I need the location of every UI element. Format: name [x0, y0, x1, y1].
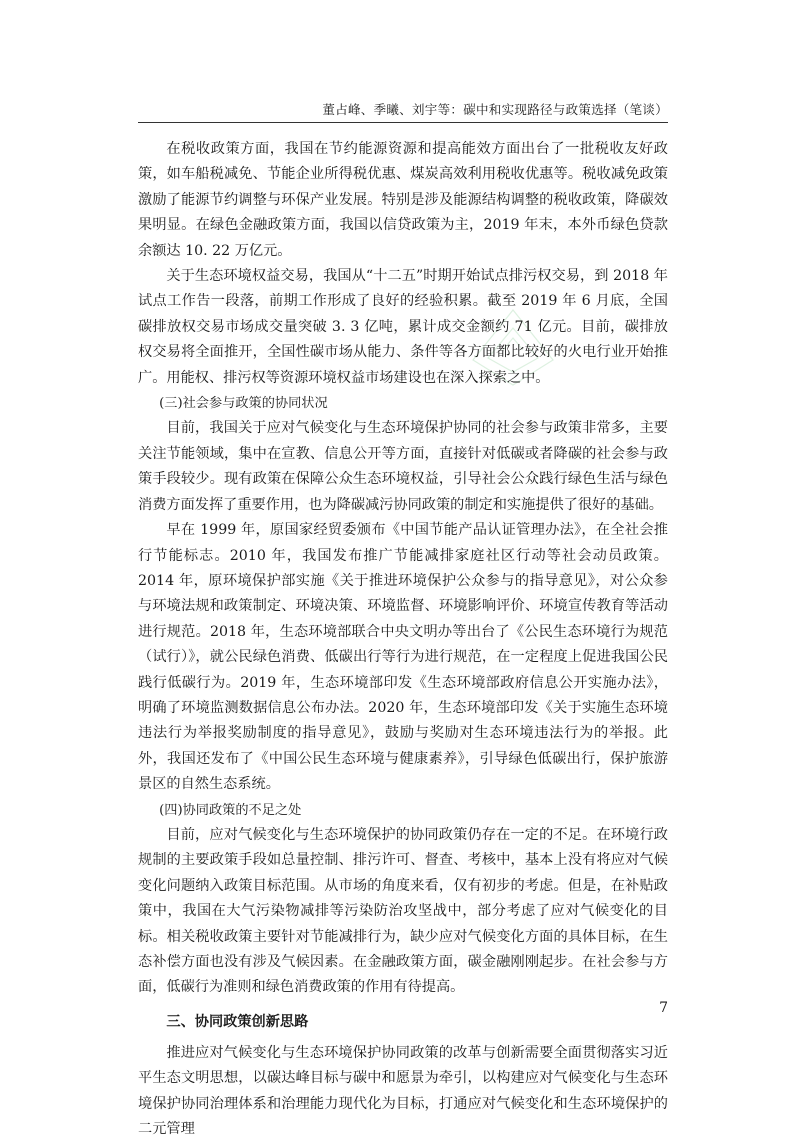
header-rule — [138, 122, 668, 123]
paragraph-deficiencies: 目前，应对气候变化与生态环境保护的协同政策仍存在一定的不足。在环境行政规制的主要政策手段如总量控制、排污许可、督查、考核中，基本上没有将应对气候变化问题纳入政策目标范围。从市场的角度来看，仅有初步的考虑。但是，在补贴政策中，我国在大气污染物减排等污染防治攻坚战中，部分考虑了应对气候变化的目标。相关税收政策主要针对节能减排行为，缺少应对气候变化方面的具体目标，在生态补偿方面也没有涉及气候因素。在金融政策方面，碳金融刚刚起步。在社会参与方面，低碳行为准则和绿色消费政策的作用有待提高。 — [138, 826, 668, 996]
running-header: 董占峰、季曦、刘宇等：碳中和实现路径与政策选择（笔谈） — [322, 102, 668, 117]
paragraph-social-history: 早在 1999 年，原国家经贸委颁布《中国节能产品认证管理办法》，在全社会推行节能标志。2010 年，我国发布推广节能减排家庭社区行动等社会动员政策。2014 年，原环境保护部实施《关于推进环境保护公众参与的指导意见》，对公众参与环境法规和政策制定、环境决策、环境监督、环境影响评价、环境宣传教育等活动进行规范。2018 年，生态环境部联合中央文明办等出台了《公民生态环境行为规范（试行）》，就公民绿色消费、低碳出行等行为进行规范，在一定程度上促进我国公民践行低碳行为。2019 年，生态环境部印发《生态环境部政府信息公开实施办法》，明确了环境监测数据信息公布办法。2020 年，生态环境部印发《关于实施生态环境违法行为举报奖励制度的指导意见》，鼓励与奖励对生态环境违法行为的举报。此外，我国还发布了《中国公民生态环境与健康素养》，引导绿色低碳出行，保护旅游景区的自然生态系统。 — [138, 522, 668, 793]
subheading-social-participation: (三)社会参与政策的协同状况 — [159, 396, 328, 412]
subheading-deficiencies: (四)协同政策的不足之处 — [159, 802, 302, 818]
article-body — [138, 137, 668, 1142]
section-heading-innovation: 三、协同政策创新思路 — [166, 1013, 309, 1030]
paragraph-social-overview: 目前，我国关于应对气候变化与生态环境保护协同的社会参与政策非常多，主要关注节能领域，集中在宣教、信息公开等方面，直接针对低碳或者降碳的社会参与政策手段较少。现有政策在保障公众生态环境权益，引导社会公众践行绿色生活与绿色消费方面发挥了重要作用，也为降碳减污协同政策的制定和实施提供了很好的基础。 — [138, 420, 668, 513]
paragraph-rights-trading: 关于生态环境权益交易，我国从“十二五”时期开始试点排污权交易，到 2018 年试点工作告一段落，前期工作形成了良好的经验积累。截至 2019 年 6 月底，全国碳排放权交易市场成交量突破 3. 3 亿吨，累计成交金额约 71 亿元。目前，碳排放权交易将全面推开，全国性碳市场从能力、条件等各方面都比较好的火电行业开始推广。用能权、排污权等资源环境权益市场建设也在深入探索之中。 — [138, 268, 668, 386]
page-number: 7 — [659, 1000, 668, 1016]
paragraph-tax-finance: 在税收政策方面，我国在节约能源资源和提高能效方面出台了一批税收友好政策，如车船税减免、节能企业所得税优惠、煤炭高效利用税收优惠等。税收减免政策激励了能源节约调整与环保产业发展。特别是涉及能源结构调整的税收政策，降碳效果明显。在绿色金融政策方面，我国以信贷政策为主，2019 年末，本外币绿色贷款余额达 10. 22 万亿元。 — [138, 141, 668, 259]
paragraph-innovation: 推进应对气候变化与生态环境保护协同政策的改革与创新需要全面贯彻落实习近平生态文明思想，以碳达峰目标与碳中和愿景为牵引，以构建应对气候变化与生态环境保护协同治理体系和治理能力现代化为目标，打通应对气候变化和生态环境保护的二元管理 — [138, 1044, 668, 1138]
